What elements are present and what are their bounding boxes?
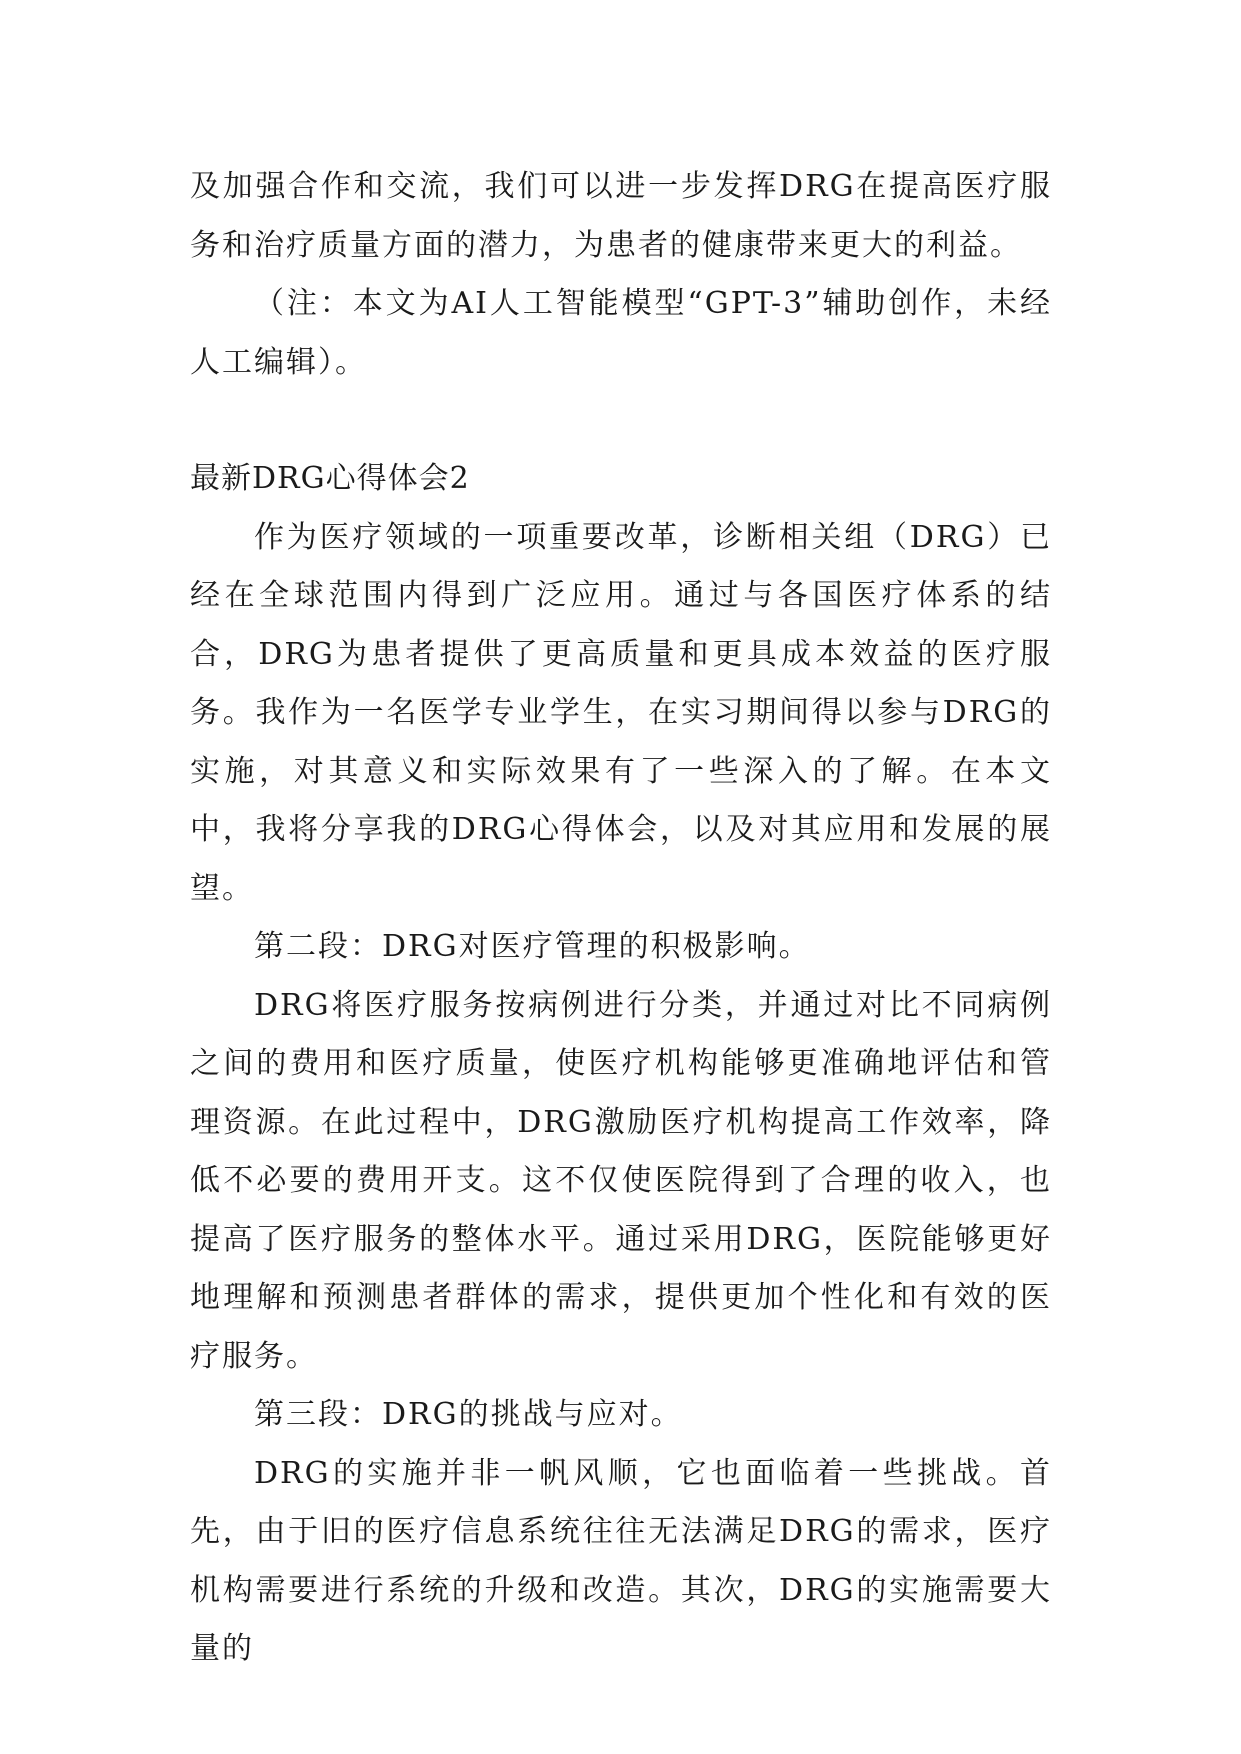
section-title: 最新DRG心得体会2 [190, 461, 470, 496]
paragraph-subheading-2: 第二段：DRG对医疗管理的积极影响。 [254, 929, 811, 964]
paragraph-continuation: 及加强合作和交流，我们可以进一步发挥DRG在提高医疗服务和治疗质量方面的潜力，为患者的健康带来更大的利益。 [190, 169, 1052, 263]
paragraph-challenges: DRG的实施并非一帆风顺，它也面临着一些挑战。首先，由于旧的医疗信息系统往往无法满足DRG的需求，医疗机构需要进行系统的升级和改造。其次，DRG的实施需要大量的 [190, 1455, 1052, 1666]
document-page [190, 158, 1052, 1679]
paragraph-impact: DRG将医疗服务按病例进行分类，并通过对比不同病例之间的费用和医疗质量，使医疗机构能够更准确地评估和管理资源。在此过程中，DRG激励医疗机构提高工作效率，降低不必要的费用开支。这不仅使医院得到了合理的收入，也提高了医疗服务的整体水平。通过采用DRG，医院能够更好地理解和预测患者群体的需求，提供更加个性化和有效的医疗服务。 [190, 987, 1052, 1374]
paragraph-subheading-3: 第三段：DRG的挑战与应对。 [254, 1397, 683, 1432]
paragraph-intro: 作为医疗领域的一项重要改革，诊断相关组（DRG）已经在全球范围内得到广泛应用。通过与各国医疗体系的结合，DRG为患者提供了更高质量和更具成本效益的医疗服务。我作为一名医学专业学生，在实习期间得以参与DRG的实施，对其意义和实际效果有了一些深入的了解。在本文中，我将分享我的DRG心得体会，以及对其应用和发展的展望。 [190, 519, 1052, 906]
paragraph-note: （注：本文为AI人工智能模型“GPT-3”辅助创作，未经人工编辑）。 [190, 286, 1052, 380]
